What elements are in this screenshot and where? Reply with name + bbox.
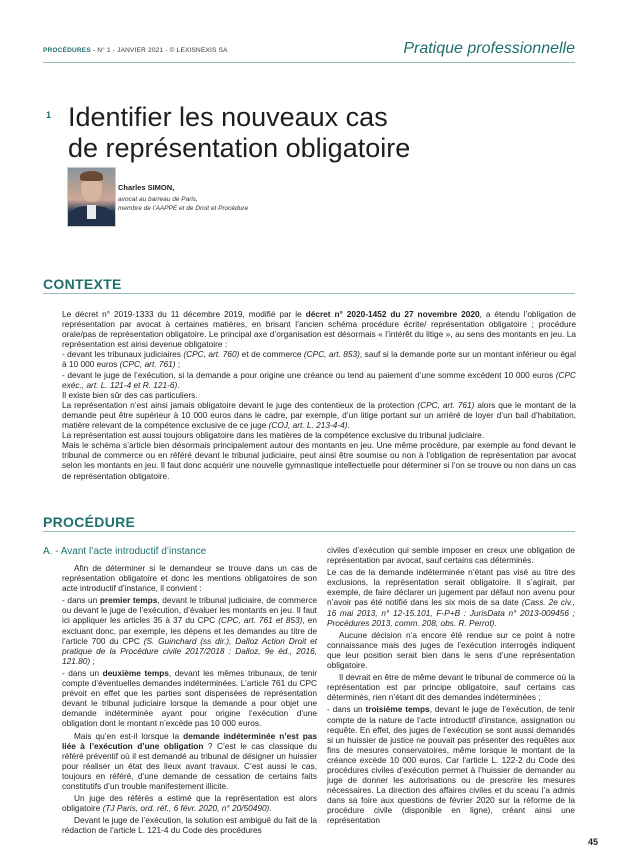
paragraph: Mais qu’en est-il lorsque la demande indéterminée n’est pas liée à l’exécution d’une obligation ? C’est le cas classique du référé préventif où il est demandé au tribunal de désigner un huissier pour réaliser un état des lieux avant travaux. C’est aussi le cas, toujours en référé, d’une demande de cessation de certains faits constitutifs d’un trouble manifestement illicite. (62, 730, 317, 791)
paragraph: Il devrait en être de même devant le tribunal de commerce où la représentation est par principe obligatoire, sauf certains cas déterminés, rien n’étant dit des demandes indéterminées ; (327, 672, 575, 703)
paragraph: La représentation n’est ainsi jamais obligatoire devant le juge des contentieux de la protection (CPC, art. 761) alors que le montant de la demande peut être supérieur à 10 000 euros dans le cadre, par exemple, d’un litige portant sur un arriéré de loyer d’un bail d’habitation, matière relevant de la compétence exclusive de ce juge (COJ, art. L. 213-4-4). (62, 399, 576, 431)
paragraph: - devant les tribunaux judiciaires (CPC, art. 760) et de commerce (CPC, art. 853), sauf si la demande porte sur un montant inférieur ou égal à 10 000 euros (CPC, art. 761) ; (62, 349, 577, 370)
paragraph: Le cas de la demande indéterminée n’étant pas visé au titre des exclusions, la représentation serait obligatoire. Il s’agirait, par exemple, de faire déclarer un jugement par défaut non avenu pour n’avoir pas été notifié dans les six mois de sa date (Cass. 2e civ., 16 mai 2013, n° 12-15.101, F-P+B : JurisData n° 2013-009456 ; Procédures 2013, comm. 208, obs. R. Perrot). (327, 567, 575, 628)
section-heading-procedure: PROCÉDURE (43, 514, 136, 530)
rubric-title: Pratique professionnelle (403, 40, 575, 57)
title-line-1: Identifier les nouveaux cas (68, 102, 388, 132)
paragraph: - dans un deuxième temps, devant les mêmes tribunaux, de tenir compte d’éventuelles demandes indéterminées. L’article 761 du CPC prévoit en effet que les parties sont dispensées de représentation devant le tribunal judiciaire lorsque la demande a pour objet une demande indéterminée ayant pour origine l’exécution d’une obligation dont le montant n’excède pas 10 000 euros. (62, 667, 317, 729)
author-photo (67, 167, 116, 227)
section-heading-contexte: CONTEXTE (43, 276, 122, 292)
author-name: Charles SIMON, (118, 183, 175, 192)
header-divider (43, 62, 575, 63)
section-divider (43, 531, 575, 532)
paragraph: Un juge des référés a estimé que la représentation est alors obligatoire (TJ Paris, ord. réf., 6 févr. 2020, n° 20/50490). (62, 793, 317, 814)
paragraph: Aucune décision n’a encore été rendue sur ce point à notre connaissance mais des juges de l’exécution interrogés indiquent que leur position serait bien dans le sens d’une représentation obligatoire. (327, 629, 575, 671)
paragraph: La représentation est aussi toujours obligatoire dans les matières de la compétence exclusive du tribunal judiciaire. (62, 430, 484, 441)
article-number: 1 (46, 110, 52, 120)
paragraph: Il existe bien sûr des cas particuliers. (62, 389, 198, 400)
paragraph: Mais le schéma s’article bien désormais principalement autour des montants en jeu. Une même procédure, par exemple au fond devant le tribunal de commerce ou en référé devant le tribunal judiciaire, peut ainsi être soumise ou non à l’obligation de représentation par avocat selon les montants en jeu. Il faut donc acquérir une nouvelle gymnastique intellectuelle pour déterminer si l’on se trouve ou non dans un cas de représentation obligatoire. (62, 440, 576, 481)
paragraph: - dans un premier temps, devant le tribunal judiciaire, de commerce ou devant le juge de l’exécution, d’évaluer les montants en jeu. Il faut ici appliquer les articles 35 à 37 du CPC (CPC, art. 761 et 853), en excluant donc, par exemple, les dépens et les demandes au titre de l’article 700 du CPC (S. Guinchard (ss dir.), Dalloz Action Droit et pratique de la Procédure civile 2017/2018 : Dalloz, 9e éd., 2016, 121.80) ; (62, 595, 318, 666)
right-column (327, 545, 575, 828)
subheading: A. - Avant l’acte introductif d’instance (43, 546, 207, 557)
left-column (62, 563, 317, 837)
author-role (118, 195, 248, 213)
journal-name: PROCÉDURES (43, 47, 91, 54)
paragraph: - dans un troisième temps, devant le juge de l’exécution, de tenir compte de la nature de l’acte introductif d’instance, assignation ou requête. En effet, des juges de l’exécution se sont aussi demandés si un huissier de justice ne pouvait pas présenter des requêtes aux fins de mesures conservatoires, même lorsque le montant de la créance excède 10 000 euros. Car l’article L. 122-2 du Code des procédures civiles d’exécution permet à l’huissier de demander au juge de donner les autorisations ou de prescrire les mesures nécessaires. La direction des affaires civiles et du sceau l’a admis dans sa foire aux questions de février 2020 sur la réforme de la procédure civile (disponible en ligne), créant ainsi une représentation (327, 704, 575, 826)
paragraph: Afin de déterminer si le demandeur se trouve dans un cas de représentation obligatoire et donc les mentions obligatoires de son acte introductif d’instance, il convient : (62, 563, 317, 594)
paragraph: Devant le juge de l’exécution, la solution est ambiguë du fait de la rédaction de l’article L. 121-4 du Code des procédures (62, 815, 317, 836)
paragraph: Le décret n° 2019-1333 du 11 décembre 2019, modifié par le décret n° 2020-1452 du 27 novembre 2020, a étendu l’obligation de représentation par avocat à certaines matières, en brisant l’ancien schéma procédure écrite/ représentation obligatoire ; procédure orale/pas de représentation obligatoire. Le principal axe d’organisation est désormais « l’intérêt du litige », au sens des montants en jeu. La représentation est ainsi devenue obligatoire : (62, 309, 576, 350)
contexte-body (62, 309, 576, 481)
article-title (68, 102, 548, 164)
title-line-2: de représentation obligatoire (68, 133, 411, 163)
issue-info: - N° 1 - JANVIER 2021 - © LEXISNEXIS SA (90, 47, 228, 54)
paragraph: - devant le juge de l’exécution, si la demande a pour origine une créance ou tend au paiement d’une somme excédent 10 000 euros (CPC exéc., art. L. 121-4 et R. 121-6). (62, 369, 576, 390)
running-header (43, 47, 228, 54)
section-divider (43, 293, 575, 294)
paragraph: civiles d’exécution qui semble imposer en creux une obligation de représentation par avocat, sauf certains cas déterminés. (327, 545, 575, 566)
author-role-line-2: membre de l’AAPPE et de Droit et Procédure (118, 205, 249, 212)
author-role-line-1: avocat au barreau de Paris, (118, 196, 198, 203)
page-number: 45 (587, 837, 598, 847)
